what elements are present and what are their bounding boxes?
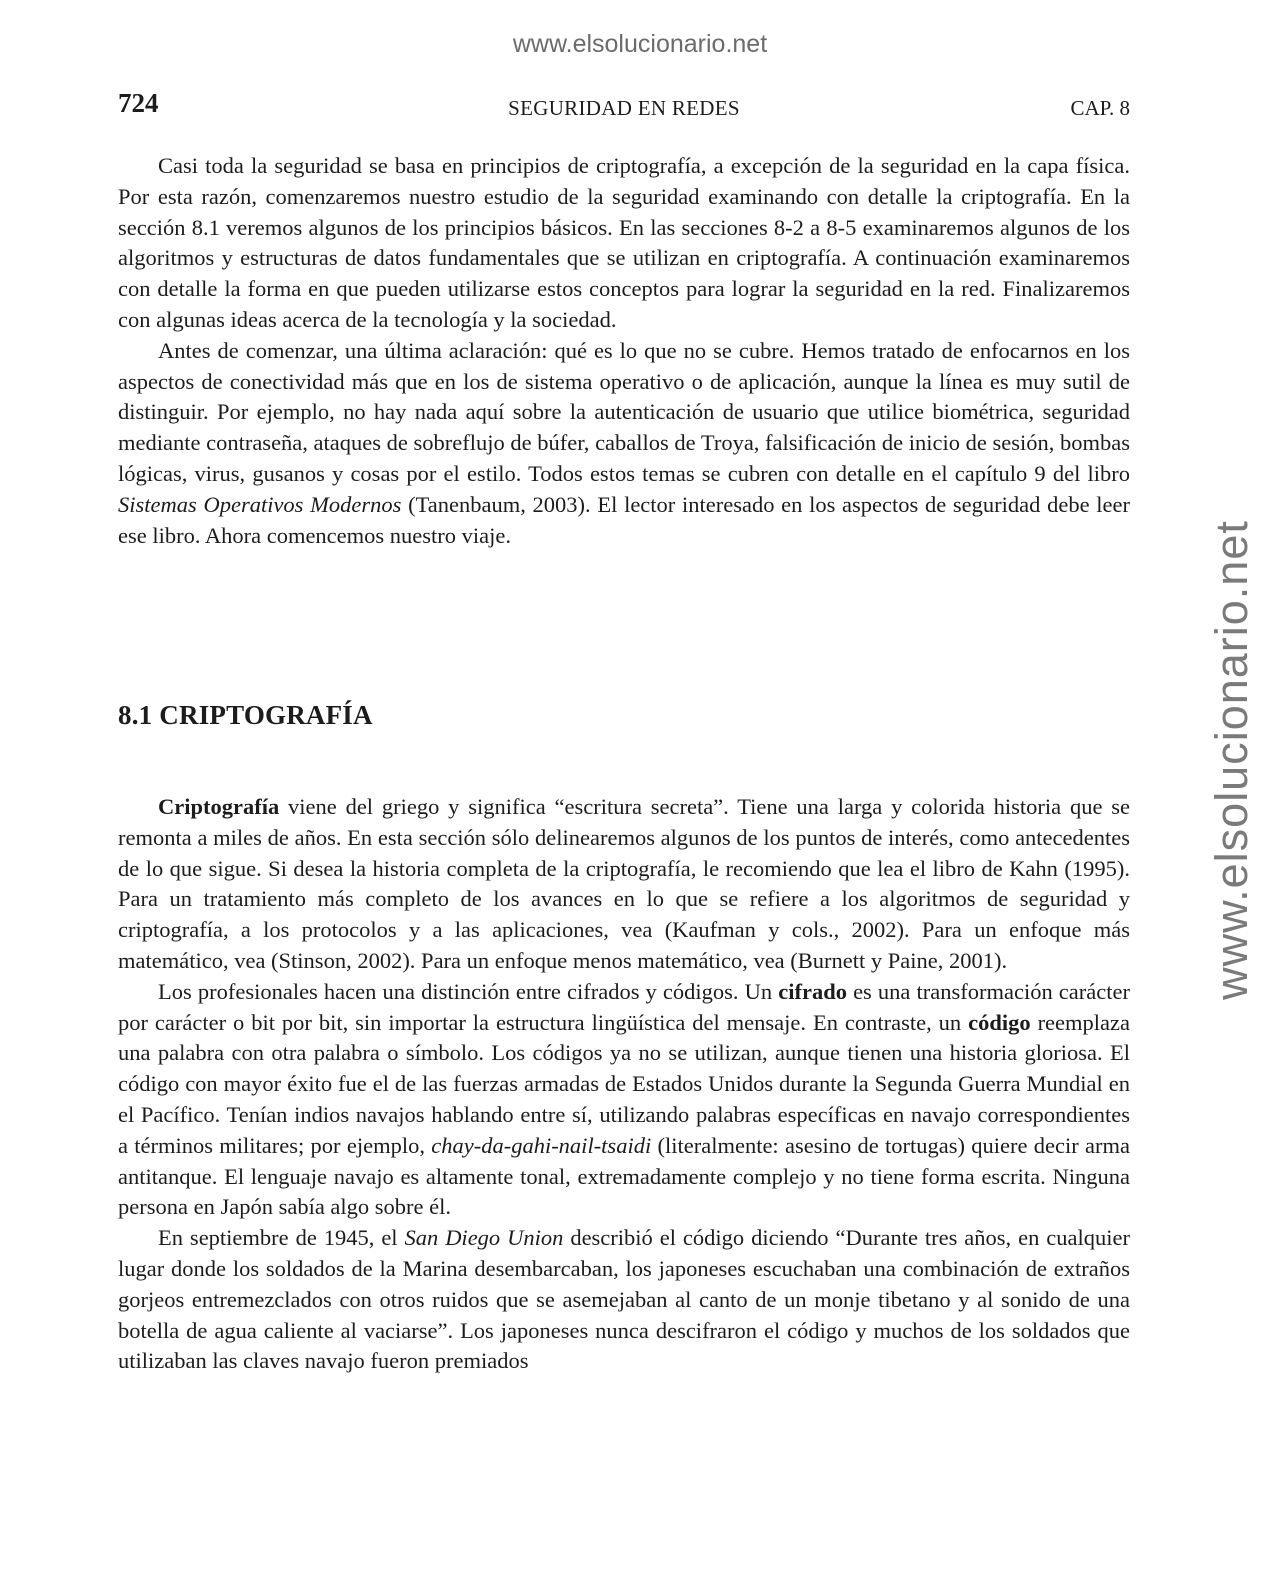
term-criptografia: Criptografía (158, 794, 280, 819)
newspaper-title: San Diego Union (404, 1225, 564, 1251)
section-paragraph-1-text: viene del griego y significa “escritura secreta”. Tiene una larga y colorida historia que se remonta a miles de años. En esta sección sólo delinearemos algunos de los puntos de interés, como antecedentes de lo que sigue. Si desea la historia completa de la criptografía, le recomiendo que lea el libro de Kahn (1995). Para un tratamiento más completo de los avances en lo que se refiere a los algoritmos de seguridad y criptografía, a los protocolos y a las aplicaciones, vea (Kaufman y cols., 2002). Para un enfoque más matemático, vea (Stinson, 2002). Para un enfoque menos matemático, vea (Burnett y Paine, 2001). (118, 794, 1130, 973)
section-text (118, 792, 1130, 1377)
book-title: Sistemas Operativos Modernos (118, 491, 402, 517)
intro-text (118, 151, 1130, 551)
section-title: 8.1 CRIPTOGRAFÍA (118, 700, 373, 730)
running-title: SEGURIDAD EN REDES (508, 96, 740, 120)
section-paragraph-1 (118, 792, 1130, 977)
section-paragraph-3-text-b: describió el código diciendo “Durante tres años, en cualquier lugar donde los soldados de la Marina desembarcaban, los japoneses escuchaban una combinación de extraños gorjeos entremezclados con otros ruidos que se asemejaban al canto de un monje tibetano y al sonido de una botella de agua caliente al vaciarse”. Los japoneses nunca descifraron el código y muchos de los soldados que utilizaban las claves navajo fueron premiados (118, 1225, 1130, 1374)
page-number: 724 (118, 88, 159, 118)
watermark-top: www.elsolucionario.net (512, 30, 768, 58)
page-header (118, 88, 1130, 124)
intro-paragraph-2-text-a: Antes de comenzar, una última aclaración: qué es lo que no se cubre. Hemos tratado de enfocarnos en los aspectos de conectividad más que en los de sistema operativo o de aplicación, aunque la línea es muy sutil de distinguir. Por ejemplo, no hay nada aquí sobre la autenticación de usuario que utilice biométrica, seguridad mediante contraseña, ataques de sobreflujo de búfer, caballos de Troya, falsificación de inicio de sesión, bombas lógicas, virus, gusanos y cosas por el estilo. Todos estos temas se cubren con detalle en el capítulo 9 del libro (118, 337, 1130, 486)
section-paragraph-2-text-d: (literalmente: asesino de tortugas) quiere decir arma antitanque. El lenguaje navajo es altamente tonal, extremadamente complejo y no tiene forma escrita. Ninguna persona en Japón sabía algo sobre él. (118, 1132, 1130, 1220)
term-cifrado: cifrado (778, 978, 847, 1004)
section-paragraph-2-text-b: es una transformación carácter por carácter o bit por bit, sin importar la estructura lingüística del mensaje. En contraste, un (118, 978, 1130, 1035)
navajo-example: chay-da-gahi-nail-tsaidi (431, 1132, 652, 1158)
section-paragraph-2-text-c: reemplaza una palabra con otra palabra o símbolo. Los códigos ya no se utilizan, aunque tienen una historia gloriosa. El código con mayor éxito fue el de las fuerzas armadas de Estados Unidos durante la Segunda Guerra Mundial en el Pacífico. Tenían indios navajos hablando entre sí, utilizando palabras específicas en navajo correspondientes a términos militares; por ejemplo, (118, 1009, 1130, 1158)
term-codigo: código (968, 1009, 1031, 1035)
section-paragraph-3-text-a: En septiembre de 1945, el (158, 1225, 405, 1251)
section-paragraph-3 (118, 1223, 1130, 1377)
section-paragraph-2 (118, 977, 1130, 1223)
intro-paragraph-1: Casi toda la seguridad se basa en principios de criptografía, a excepción de la seguridad en la capa física. Por esta razón, comenzaremos nuestro estudio de la seguridad examinando con detalle la criptografía. En la sección 8.1 veremos algunos de los principios básicos. En las secciones 8-2 a 8-5 examinaremos algunos de los algoritmos y estructuras de datos fundamentales que se utilizan en criptografía. A continuación examinaremos con detalle la forma en que pueden utilizarse estos conceptos para lograr la seguridad en la red. Finalizaremos con algunas ideas acerca de la tecnología y la sociedad. (118, 153, 1130, 332)
intro-paragraph-2 (118, 336, 1130, 552)
intro-paragraph-2-text-b: (Tanenbaum, 2003). El lector interesado en los aspectos de seguridad debe leer ese libro. Ahora comencemos nuestro viaje. (118, 491, 1130, 548)
watermark-side: www.elsolucionario.net (1206, 520, 1257, 1000)
section-paragraph-2-text-a: Los profesionales hacen una distinción entre cifrados y códigos. Un (158, 978, 779, 1004)
chapter-label: CAP. 8 (1070, 96, 1130, 120)
